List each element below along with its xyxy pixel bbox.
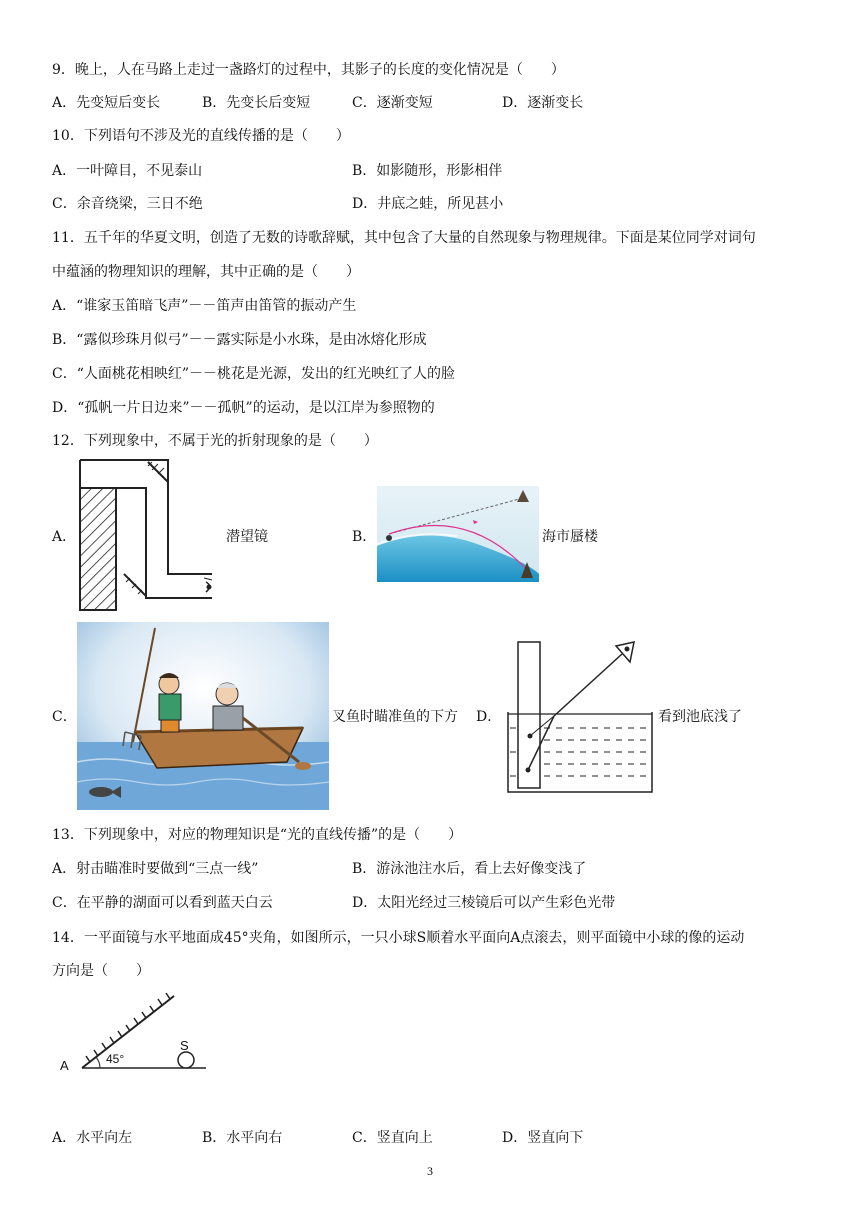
q11-option-b: B．“露似珍珠月似弓”－－露实际是小水珠，是由冰熔化形成 — [52, 332, 427, 348]
q14-option-c: C．竖直向上 — [352, 1130, 433, 1146]
q11-option-a: A．“谁家玉笛暗飞声”－－笛声由笛管的振动产生 — [52, 298, 357, 314]
q9-option-c: C．逐渐变短 — [352, 95, 433, 111]
periscope-figure — [76, 458, 216, 614]
q12-a-caption: 潜望镜 — [226, 529, 268, 545]
q10-stem: 10．下列语句不涉及光的直线传播的是（ ） — [52, 128, 350, 144]
q10-option-c: C．余音绕梁，三日不绝 — [52, 196, 203, 212]
q13-stem: 13．下列现象中，对应的物理知识是“光的直线传播”的是（ ） — [52, 827, 463, 843]
q14-stem-line1: 14．一平面镜与水平地面成45°夹角，如图所示，一只小球S顺着水平面向A点滚去，则平面镜中小球的像的运动 — [52, 930, 745, 946]
q12-c-letter: C． — [52, 709, 77, 725]
q9-stem: 9．晚上，人在马路上走过一盏路灯的过程中，其影子的长度的变化情况是（ ） — [52, 62, 565, 78]
pool-figure — [506, 636, 654, 796]
q14-option-a: A．水平向左 — [52, 1130, 133, 1146]
q14-fig-label-angle: 45° — [106, 1052, 125, 1066]
q13-option-a: A．射击瞄准时要做到“三点一线” — [52, 861, 259, 877]
q11-stem-line2: 中蕴涵的物理知识的理解，其中正确的是（ ） — [52, 264, 360, 280]
q11-stem-line1: 11．五千年的华夏文明，创造了无数的诗歌辞赋，其中包含了大量的自然现象与物理规律。下面是某位同学对词句 — [52, 230, 756, 246]
q12-c-caption: 叉鱼时瞄准鱼的下方 — [332, 709, 458, 725]
q12-b-letter: B． — [352, 529, 377, 545]
mirage-figure — [377, 486, 539, 582]
q12-d-caption: 看到池底浅了 — [658, 709, 742, 725]
mirror-45-figure — [56, 992, 210, 1076]
q11-option-d: D．“孤帆一片日边来”－－孤帆”的运动，是以江岸为参照物的 — [52, 400, 435, 416]
q9-option-b: B．先变长后变短 — [202, 95, 311, 111]
q12-a-letter: A． — [52, 529, 77, 545]
q12-d-letter: D． — [476, 709, 502, 725]
q13-option-b: B．游泳池注水后，看上去好像变浅了 — [352, 861, 587, 877]
q10-option-d: D．井底之蛙，所见甚小 — [352, 196, 504, 212]
fishing-boat-figure — [77, 622, 329, 810]
q14-fig-label-a: A — [60, 1058, 69, 1073]
q12-b-caption: 海市蜃楼 — [542, 529, 598, 545]
q14-option-d: D．竖直向下 — [502, 1130, 584, 1146]
q14-option-b: B．水平向右 — [202, 1130, 283, 1146]
q13-option-d: D．太阳光经过三棱镜后可以产生彩色光带 — [352, 895, 616, 911]
q13-option-c: C．在平静的湖面可以看到蓝天白云 — [52, 895, 273, 911]
q10-option-a: A．一叶障目，不见泰山 — [52, 163, 203, 179]
q14-stem-line2: 方向是（ ） — [52, 963, 150, 979]
q11-option-c: C．“人面桃花相映红”－－桃花是光源，发出的红光映红了人的脸 — [52, 366, 456, 382]
q10-option-b: B．如影随形，形影相伴 — [352, 163, 503, 179]
q9-option-a: A．先变短后变长 — [52, 95, 161, 111]
q9-option-d: D．逐渐变长 — [502, 95, 584, 111]
page-number: 3 — [427, 1164, 433, 1178]
q14-fig-label-s: S — [180, 1038, 189, 1053]
q12-stem: 12．下列现象中，不属于光的折射现象的是（ ） — [52, 433, 378, 449]
